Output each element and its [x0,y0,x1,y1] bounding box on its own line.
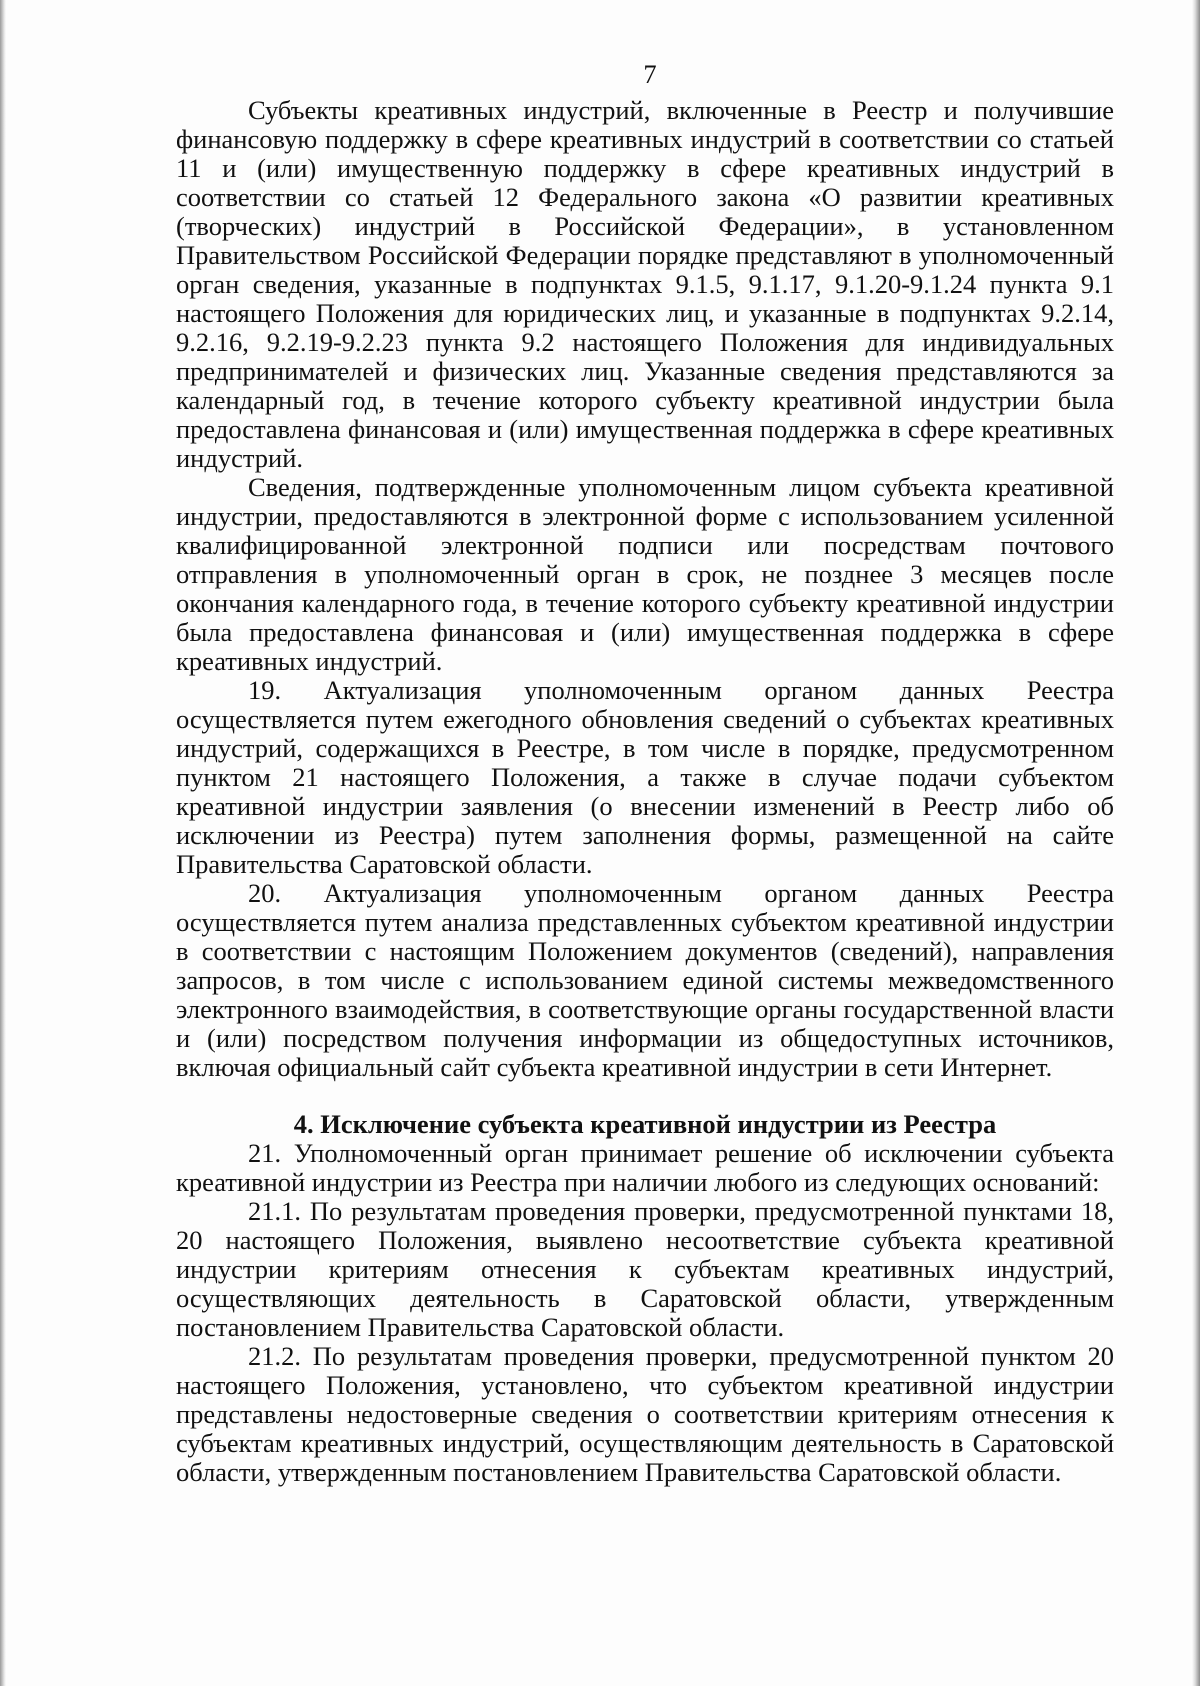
paragraph-item-19: 19. Актуализация уполномоченным органом данных Реестра осуществляется путем ежегодного обновления сведений о субъектах креативных индустрий, содержащихся в Реестре, в том числе в порядке, предусмотренном пунктом 21 настоящего Положения, а также в случае подачи субъектом креативной индустрии заявления (о внесении изменений в Реестр либо об исключении из Реестра) путем заполнения формы, размещенной на сайте Правительства Саратовской области. [176,675,1114,879]
paragraph-item-21-1: 21.1. По результатам проведения проверки, предусмотренной пунктами 18, 20 настоящего Положения, выявлено несоответствие субъекта креативной индустрии критериям отнесения к субъектам креативных индустрий, осуществляющих деятельность в Саратовской области, утвержденным постановлением Правительства Саратовской области. [176,1196,1114,1342]
scan-edge-left [0,0,6,1686]
paragraph-submission-format: Сведения, подтвержденные уполномоченным лицом субъекта креативной индустрии, предоставляются в электронной форме с использованием усиленной квалифицированной электронной подписи или посредствам почтового отправления в уполномоченный орган в срок, не позднее 3 месяцев после окончания календарного года, в течение которого субъекту креативной индустрии была предоставлена финансовая и (или) имущественная поддержка в сфере креативных индустрий. [176,472,1114,676]
paragraph-item-21: 21. Уполномоченный орган принимает решение об исключении субъекта креативной индустрии из Реестра при наличии любого из следующих оснований: [176,1138,1114,1197]
scan-edge-right [1192,0,1200,1686]
section-heading: 4. Исключение субъекта креативной индустрии из Реестра [293,1109,997,1139]
paragraph-item-20: 20. Актуализация уполномоченным органом данных Реестра осуществляется путем анализа представленных субъектом креативной индустрии в соответствии с настоящим Положением документов (сведений), направления запросов, в том числе с использованием единой системы межведомственного электронного взаимодействия, в соответствующие органы государственной власти и (или) посредством получения информации из общедоступных источников, включая официальный сайт субъекта креативной индустрии в сети Интернет. [176,878,1114,1082]
document-body [176,60,1114,1487]
page-number: 7 [643,59,657,89]
paragraph-reporting-obligation: Субъекты креативных индустрий, включенные в Реестр и получившие финансовую поддержку в сфере креативных индустрий в соответствии со статьей 11 и (или) имущественную поддержку в сфере креативных индустрий в соответствии со статьей 12 Федерального закона «О развитии креативных (творческих) индустрий в Российской Федерации», в установленном Правительством Российской Федерации порядке представляют в уполномоченный орган сведения, указанные в подпунктах 9.1.5, 9.1.17, 9.1.20-9.1.24 пункта 9.1 настоящего Положения для юридических лиц, и указанные в подпунктах 9.2.14, 9.2.16, 9.2.19-9.2.23 пункта 9.2 настоящего Положения для индивидуальных предпринимателей и физических лиц. Указанные сведения представляются за календарный год, в течение которого субъекту креативной индустрии была предоставлена финансовая и (или) имущественная поддержка в сфере креативных индустрий. [176,95,1114,473]
paragraph-item-21-2: 21.2. По результатам проведения проверки, предусмотренной пунктом 20 настоящего Положения, установлено, что субъектом креативной индустрии представлены недостоверные сведения о соответствии критериям отнесения к субъектам креативных индустрий, осуществляющим деятельность в Саратовской области, утвержденным постановлением Правительства Саратовской области. [176,1341,1114,1487]
